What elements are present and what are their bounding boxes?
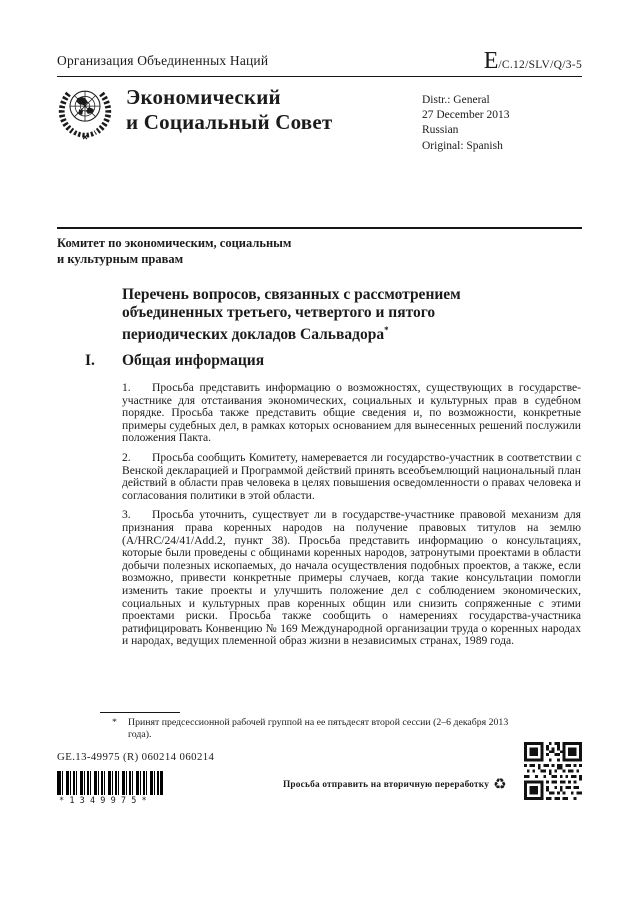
barcode-digits: *1349975*	[59, 796, 152, 806]
council-title-line2: и Социальный Совет	[126, 110, 333, 134]
paragraph-3	[122, 509, 581, 648]
header-rule	[57, 76, 582, 77]
paragraph-text: Просьба уточнить, существует ли в государстве-участнике правовой механизм для признания права коренных народов на получение правовых титулов на землю (A/HRC/24/41/Add.2, пункт 38). Просьба представить информацию о консультациях, которые были проведены с общинами коренных народов, затронутыми проектами в области добычи полезных ископаемых, до начала осуществления подобных проектов, а также, если возможно, привести конкретные примеры случаев, когда такие консультации помогли изменить такие проекты и улучшить положение дел с соблюдением экономических, социальных и культурных прав коренных общин или снизить сопряженные с этими проектами риски. Просьба также сообщить о намерениях государства-участника ратифицировать Конвенцию № 169 Международной организации труда о коренных народах и народах, ведущих племенной образ жизни в независимых странах, 1989 года.	[122, 508, 581, 648]
org-name: Организация Объединенных Наций	[57, 53, 269, 68]
recycle-text: Просьба отправить на вторичную переработку	[283, 779, 490, 790]
distr-type: Distr.: General	[422, 94, 490, 106]
paragraph-text: Просьба представить информацию о возможностях, существующих в государстве-участнике для отстаивания экономических, социальных и культурных прав в судебном порядке. Просьба также представить общие сведения и, по возможности, конкретные примеры судебных дел, в рамках которых основанием для вынесенных решений послужили положения Пакта.	[122, 381, 581, 445]
qr-code-icon	[524, 742, 582, 805]
recycle-note	[283, 777, 507, 792]
section-rule	[57, 227, 582, 229]
distr-original: Original: Spanish	[422, 139, 503, 152]
barcode	[57, 771, 161, 806]
committee-line1: Комитет по экономическим, социальным	[57, 236, 292, 250]
section-heading	[85, 352, 264, 370]
committee-line2: и культурным правам	[57, 251, 184, 266]
distr-date: 27 December 2013	[422, 109, 510, 122]
ge-number: GE.13-49975 (R) 060214 060214	[57, 751, 215, 763]
paragraph-text: Просьба сообщить Комитету, намеревается ли государство-участник в соответствии с Венской декларацией и Программой действий принять всеобъемлющий национальный план действий в области прав человека в целях повышения осведомленности о правах человека и согласования политики в этой области.	[122, 450, 581, 502]
barcode-bars-icon	[57, 771, 163, 795]
document-symbol-series: E	[483, 48, 499, 74]
document-symbol	[484, 48, 582, 75]
footnote-rule	[100, 712, 180, 713]
paragraph-number: 1.	[122, 381, 131, 394]
footnote-mark: *	[112, 717, 117, 728]
paragraph-2	[122, 452, 581, 502]
distr-language: Russian	[422, 124, 459, 137]
distribution-block	[422, 93, 510, 154]
footnote-text: Принят предсессионной рабочей группой на ее пятьдесят второй сессии (2–6 декабря 2013 года).	[128, 717, 509, 741]
document-body	[122, 382, 581, 655]
committee-name	[57, 236, 291, 267]
paragraph-number: 3.	[122, 508, 131, 522]
document-title-text: Перечень вопросов, связанных с рассмотрением объединенных третьего, четвертого и пятого периодических докладов Сальвадора	[122, 286, 461, 343]
section-numeral: I.	[85, 352, 95, 369]
title-footnote-mark: *	[384, 324, 389, 335]
document-title	[122, 286, 522, 344]
section-heading-text: Общая информация	[122, 352, 265, 369]
council-title-line1: Экономический	[126, 85, 281, 109]
recycle-symbol-icon: ♻	[493, 775, 507, 793]
paragraph-number: 2.	[122, 450, 131, 464]
un-emblem-icon	[54, 82, 116, 145]
council-title	[126, 85, 332, 135]
footnote	[112, 717, 517, 742]
document-symbol-number: /C.12/SLV/Q/3-5	[498, 59, 582, 71]
paragraph-1	[122, 382, 581, 445]
